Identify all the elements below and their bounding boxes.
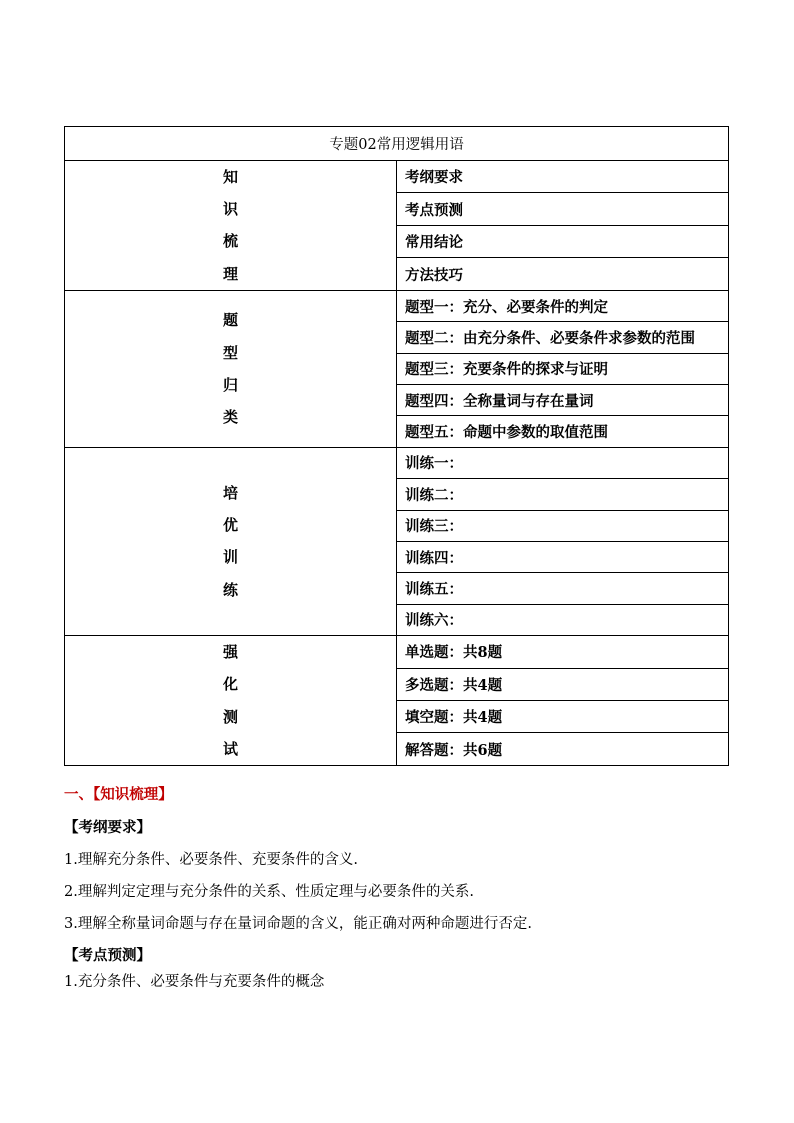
category-char: 测 bbox=[222, 707, 238, 726]
table-item: 填空题：共4题 bbox=[397, 701, 729, 733]
category-char: 训 bbox=[222, 548, 238, 567]
category-training bbox=[65, 447, 397, 635]
category-char: 试 bbox=[222, 739, 238, 758]
contents-table bbox=[64, 126, 729, 766]
category-char: 优 bbox=[222, 516, 238, 535]
table-item: 训练四： bbox=[397, 541, 729, 572]
category-question-types bbox=[65, 290, 397, 447]
table-item: 方法技巧 bbox=[397, 258, 729, 290]
table-item: 训练五： bbox=[397, 573, 729, 604]
table-item: 考纲要求 bbox=[397, 161, 729, 193]
table-item: 多选题：共4题 bbox=[397, 668, 729, 700]
table-item: 考点预测 bbox=[397, 193, 729, 225]
table-item: 常用结论 bbox=[397, 225, 729, 257]
category-char: 培 bbox=[222, 484, 238, 503]
category-char: 题 bbox=[222, 311, 238, 330]
paragraph: 2.理解判定定理与充分条件的关系、性质定理与必要条件的关系. bbox=[64, 884, 474, 900]
table-row bbox=[65, 636, 729, 668]
table-title: 专题02常用逻辑用语 bbox=[65, 127, 729, 161]
category-char: 化 bbox=[222, 675, 238, 694]
paragraph: 3.理解全称量词命题与存在量词命题的含义，能正确对两种命题进行否定. bbox=[64, 916, 532, 932]
table-item: 解答题：共6题 bbox=[397, 733, 729, 765]
section-heading: 一、【知识梳理】 bbox=[64, 786, 173, 803]
table-item: 训练一： bbox=[397, 447, 729, 478]
table-row bbox=[65, 290, 729, 321]
category-char: 类 bbox=[222, 407, 238, 426]
table-item: 单选题：共8题 bbox=[397, 636, 729, 668]
table-row bbox=[65, 161, 729, 193]
table-item: 训练二： bbox=[397, 479, 729, 510]
table-item: 题型二：由充分条件、必要条件求参数的范围 bbox=[397, 322, 729, 353]
category-char: 梳 bbox=[222, 232, 238, 251]
category-char: 知 bbox=[222, 168, 238, 186]
category-knowledge bbox=[65, 161, 397, 291]
table-item: 题型一：充分、必要条件的判定 bbox=[397, 290, 729, 321]
table-item: 训练六： bbox=[397, 604, 729, 635]
exam-points-heading: 【考点预测】 bbox=[64, 947, 151, 964]
category-char: 型 bbox=[222, 343, 238, 362]
category-char: 强 bbox=[222, 643, 238, 662]
category-test bbox=[65, 636, 397, 766]
category-char: 归 bbox=[222, 375, 238, 394]
table-item: 题型三：充要条件的探求与证明 bbox=[397, 353, 729, 384]
table-title-row bbox=[65, 127, 729, 161]
table-item: 题型五：命题中参数的取值范围 bbox=[397, 416, 729, 447]
table-row bbox=[65, 447, 729, 478]
category-char: 理 bbox=[222, 264, 238, 283]
table-item: 训练三： bbox=[397, 510, 729, 541]
paragraph: 1.理解充分条件、必要条件、充要条件的含义. bbox=[64, 852, 358, 868]
category-char: 练 bbox=[222, 580, 238, 599]
category-char: 识 bbox=[222, 200, 238, 219]
paragraph: 1.充分条件、必要条件与充要条件的概念 bbox=[64, 974, 325, 990]
table-item: 题型四：全称量词与存在量词 bbox=[397, 384, 729, 415]
exam-requirements-heading: 【考纲要求】 bbox=[64, 819, 151, 836]
